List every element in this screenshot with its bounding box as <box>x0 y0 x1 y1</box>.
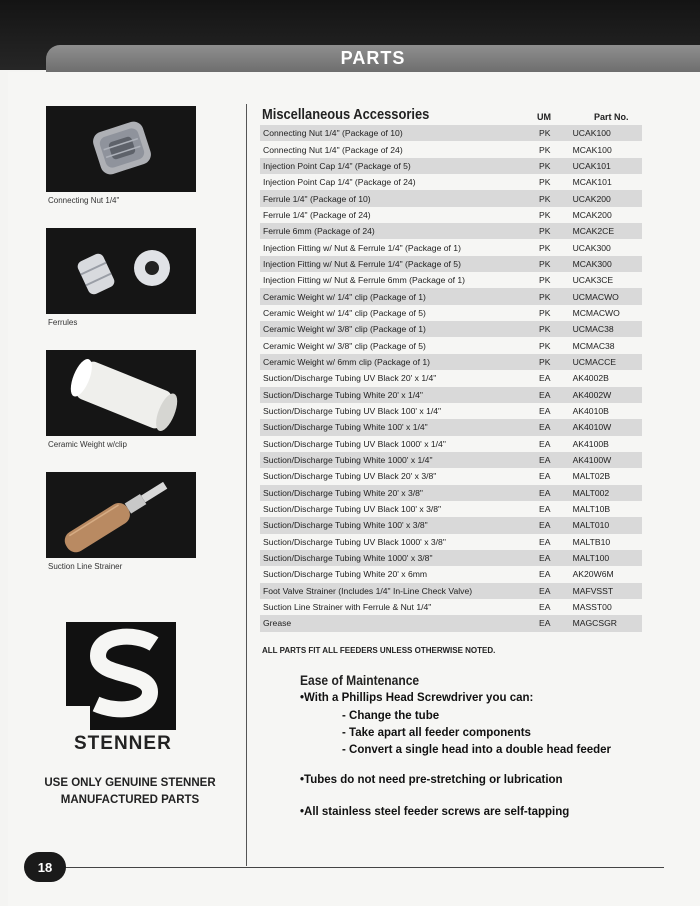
caption-suction-strainer: Suction Line Strainer <box>48 562 123 571</box>
row-part-number: MCAK101 <box>572 177 612 188</box>
table-row <box>260 566 642 582</box>
row-description: Injection Fitting w/ Nut & Ferrule 1/4" (Package of 5) <box>263 258 461 269</box>
row-um: EA <box>539 373 551 384</box>
maintenance-title: Ease of Maintenance <box>300 672 420 688</box>
column-header-um: UM <box>537 112 551 122</box>
maintenance-sub-change-tube: - Change the tube <box>342 710 440 722</box>
caption-connecting-nut: Connecting Nut 1/4" <box>48 196 120 205</box>
row-part-number: MCAK100 <box>572 144 612 155</box>
row-um: EA <box>539 487 551 498</box>
page-number: 18 <box>24 852 66 882</box>
table-row <box>260 485 642 501</box>
row-part-number: MALT100 <box>572 553 610 564</box>
row-description: Suction/Discharge Tubing UV Black 100' x 3/8" <box>263 504 442 515</box>
table-row <box>260 321 642 337</box>
ceramic-weight-photo <box>46 350 196 436</box>
row-part-number: AK4100B <box>572 438 609 449</box>
table-row <box>260 403 642 419</box>
table-row <box>260 370 642 386</box>
table-row <box>260 550 642 566</box>
row-part-number: UCAK101 <box>572 160 611 171</box>
row-description: Ceramic Weight w/ 3/8" clip (Package of 1) <box>263 324 426 335</box>
row-part-number: MASST00 <box>572 602 612 613</box>
row-um: PK <box>539 340 551 351</box>
logo-wordmark: STENNER <box>74 733 172 754</box>
row-um: PK <box>539 307 551 318</box>
maintenance-bullet-screws: •All stainless steel feeder screws are self-tapping <box>300 806 570 818</box>
table-row <box>260 256 642 272</box>
row-description: Connecting Nut 1/4" (Package of 10) <box>263 128 403 139</box>
row-um: PK <box>539 209 551 220</box>
row-um: PK <box>539 128 551 139</box>
maintenance-sub-take-apart: - Take apart all feeder components <box>342 727 531 739</box>
table-row <box>260 615 642 631</box>
row-part-number: MAGCSGR <box>572 618 617 629</box>
row-description: Suction/Discharge Tubing UV Black 20' x 3/8" <box>263 471 437 482</box>
table-title: Miscellaneous Accessories <box>262 106 430 123</box>
table-row <box>260 158 642 174</box>
table-row <box>260 534 642 550</box>
footer-rule <box>64 867 664 868</box>
table-row <box>260 190 642 206</box>
row-part-number: UCMAC38 <box>572 324 614 335</box>
row-part-number: AK4002W <box>572 389 612 400</box>
row-description: Suction/Discharge Tubing White 100' x 1/4" <box>263 422 428 433</box>
row-description: Foot Valve Strainer (Includes 1/4" In-Line Check Valve) <box>263 585 473 596</box>
row-um: EA <box>539 569 551 580</box>
row-description: Injection Fitting w/ Nut & Ferrule 6mm (Package of 1) <box>263 275 466 286</box>
row-um: EA <box>539 455 551 466</box>
genuine-parts-notice <box>30 775 230 809</box>
compatibility-note: ALL PARTS FIT ALL FEEDERS UNLESS OTHERWISE NOTED. <box>262 646 496 655</box>
row-description: Suction/Discharge Tubing UV Black 1000' x 1/4" <box>263 438 446 449</box>
row-description: Ferrule 1/4" (Package of 10) <box>263 193 371 204</box>
row-description: Suction/Discharge Tubing White 100' x 3/8" <box>263 520 428 531</box>
table-row <box>260 174 642 190</box>
row-part-number: AK20W6M <box>572 569 614 580</box>
row-um: PK <box>539 324 551 335</box>
ferrules-photo <box>46 228 196 314</box>
table-row <box>260 599 642 615</box>
row-part-number: MALT010 <box>572 520 610 531</box>
genuine-line-1: USE ONLY GENUINE STENNER <box>44 777 216 789</box>
maintenance-bullet-screwdriver: •With a Phillips Head Screwdriver you can: <box>300 692 534 704</box>
row-um: EA <box>539 585 551 596</box>
row-um: EA <box>539 520 551 531</box>
table-row <box>260 337 642 353</box>
column-header-part-no: Part No. <box>594 112 629 122</box>
stenner-logo-icon <box>66 622 188 735</box>
parts-table <box>260 125 642 632</box>
row-description: Injection Point Cap 1/4" (Package of 5) <box>263 160 411 171</box>
table-row <box>260 239 642 255</box>
row-um: PK <box>539 291 551 302</box>
caption-ceramic-weight: Ceramic Weight w/clip <box>48 440 127 449</box>
row-part-number: UCAK200 <box>572 193 611 204</box>
row-part-number: AK4010B <box>572 406 609 417</box>
row-part-number: AK4002B <box>572 373 609 384</box>
table-row <box>260 468 642 484</box>
header-tab <box>46 45 700 72</box>
row-um: PK <box>539 242 551 253</box>
row-description: Injection Point Cap 1/4" (Package of 24) <box>263 177 416 188</box>
row-um: PK <box>539 258 551 269</box>
row-description: Ferrule 6mm (Package of 24) <box>263 226 375 237</box>
row-description: Suction/Discharge Tubing UV Black 20' x 1/4" <box>263 373 437 384</box>
row-description: Suction/Discharge Tubing White 20' x 1/4" <box>263 389 423 400</box>
table-row <box>260 125 642 141</box>
row-um: EA <box>539 536 551 547</box>
row-description: Suction/Discharge Tubing White 1000' x 3/8" <box>263 553 433 564</box>
row-description: Suction/Discharge Tubing UV Black 100' x 1/4" <box>263 406 442 417</box>
row-description: Suction/Discharge Tubing UV Black 1000' x 3/8" <box>263 536 446 547</box>
table-row <box>260 141 642 157</box>
row-description: Suction/Discharge Tubing White 1000' x 1/4" <box>263 455 433 466</box>
caption-ferrules: Ferrules <box>48 318 78 327</box>
row-part-number: MCAK2CE <box>572 226 615 237</box>
row-description: Grease <box>263 618 292 629</box>
row-description: Injection Fitting w/ Nut & Ferrule 1/4" (Package of 1) <box>263 242 461 253</box>
row-description: Suction/Discharge Tubing White 20' x 3/8" <box>263 487 423 498</box>
row-um: PK <box>539 275 551 286</box>
table-row <box>260 419 642 435</box>
genuine-line-2: MANUFACTURED PARTS <box>60 794 200 806</box>
row-um: EA <box>539 438 551 449</box>
table-row <box>260 207 642 223</box>
maintenance-sub-convert: - Convert a single head into a double head feeder <box>342 744 612 756</box>
table-row <box>260 354 642 370</box>
row-part-number: MAFVSST <box>572 585 614 596</box>
row-um: EA <box>539 389 551 400</box>
row-part-number: UCAK300 <box>572 242 611 253</box>
table-row <box>260 436 642 452</box>
table-row <box>260 387 642 403</box>
row-description: Ceramic Weight w/ 1/4" clip (Package of 5) <box>263 307 426 318</box>
suction-strainer-photo <box>46 472 196 558</box>
row-part-number: MCAK200 <box>572 209 612 220</box>
row-description: Ceramic Weight w/ 1/4" clip (Package of 1) <box>263 291 426 302</box>
row-part-number: UCMACCE <box>572 356 617 367</box>
table-row <box>260 272 642 288</box>
row-part-number: MCAK300 <box>572 258 612 269</box>
table-row <box>260 452 642 468</box>
row-um: PK <box>539 193 551 204</box>
row-description: Ferrule 1/4" (Package of 24) <box>263 209 371 220</box>
table-row <box>260 305 642 321</box>
table-row <box>260 501 642 517</box>
row-um: EA <box>539 406 551 417</box>
row-um: EA <box>539 471 551 482</box>
table-row <box>260 288 642 304</box>
row-part-number: UCAK100 <box>572 128 611 139</box>
row-part-number: UCAK3CE <box>572 275 614 286</box>
row-um: PK <box>539 356 551 367</box>
row-description: Suction/Discharge Tubing White 20' x 6mm <box>263 569 428 580</box>
row-part-number: MALT10B <box>572 504 611 515</box>
row-part-number: UCMACWO <box>572 291 619 302</box>
row-um: EA <box>539 602 551 613</box>
row-um: PK <box>539 226 551 237</box>
row-description: Connecting Nut 1/4" (Package of 24) <box>263 144 403 155</box>
table-row <box>260 517 642 533</box>
row-description: Ceramic Weight w/ 3/8" clip (Package of 5) <box>263 340 426 351</box>
row-part-number: MCMAC38 <box>572 340 615 351</box>
row-um: EA <box>539 553 551 564</box>
row-part-number: MALTB10 <box>572 536 611 547</box>
table-row <box>260 583 642 599</box>
row-part-number: AK4010W <box>572 422 612 433</box>
row-um: PK <box>539 144 551 155</box>
row-part-number: MALT02B <box>572 471 611 482</box>
row-part-number: MALT002 <box>572 487 610 498</box>
maintenance-bullet-tubes: •Tubes do not need pre-stretching or lubrication <box>300 774 563 786</box>
row-um: PK <box>539 160 551 171</box>
page-title: PARTS <box>340 48 406 68</box>
table-row <box>260 223 642 239</box>
connecting-nut-photo <box>46 106 196 192</box>
row-um: EA <box>539 618 551 629</box>
row-description: Ceramic Weight w/ 6mm clip (Package of 1) <box>263 356 430 367</box>
row-part-number: MCMACWO <box>572 307 620 318</box>
row-um: EA <box>539 504 551 515</box>
column-divider <box>246 104 247 866</box>
row-um: PK <box>539 177 551 188</box>
row-um: EA <box>539 422 551 433</box>
row-part-number: AK4100W <box>572 455 612 466</box>
row-description: Suction Line Strainer with Ferrule & Nut 1/4" <box>263 602 432 613</box>
